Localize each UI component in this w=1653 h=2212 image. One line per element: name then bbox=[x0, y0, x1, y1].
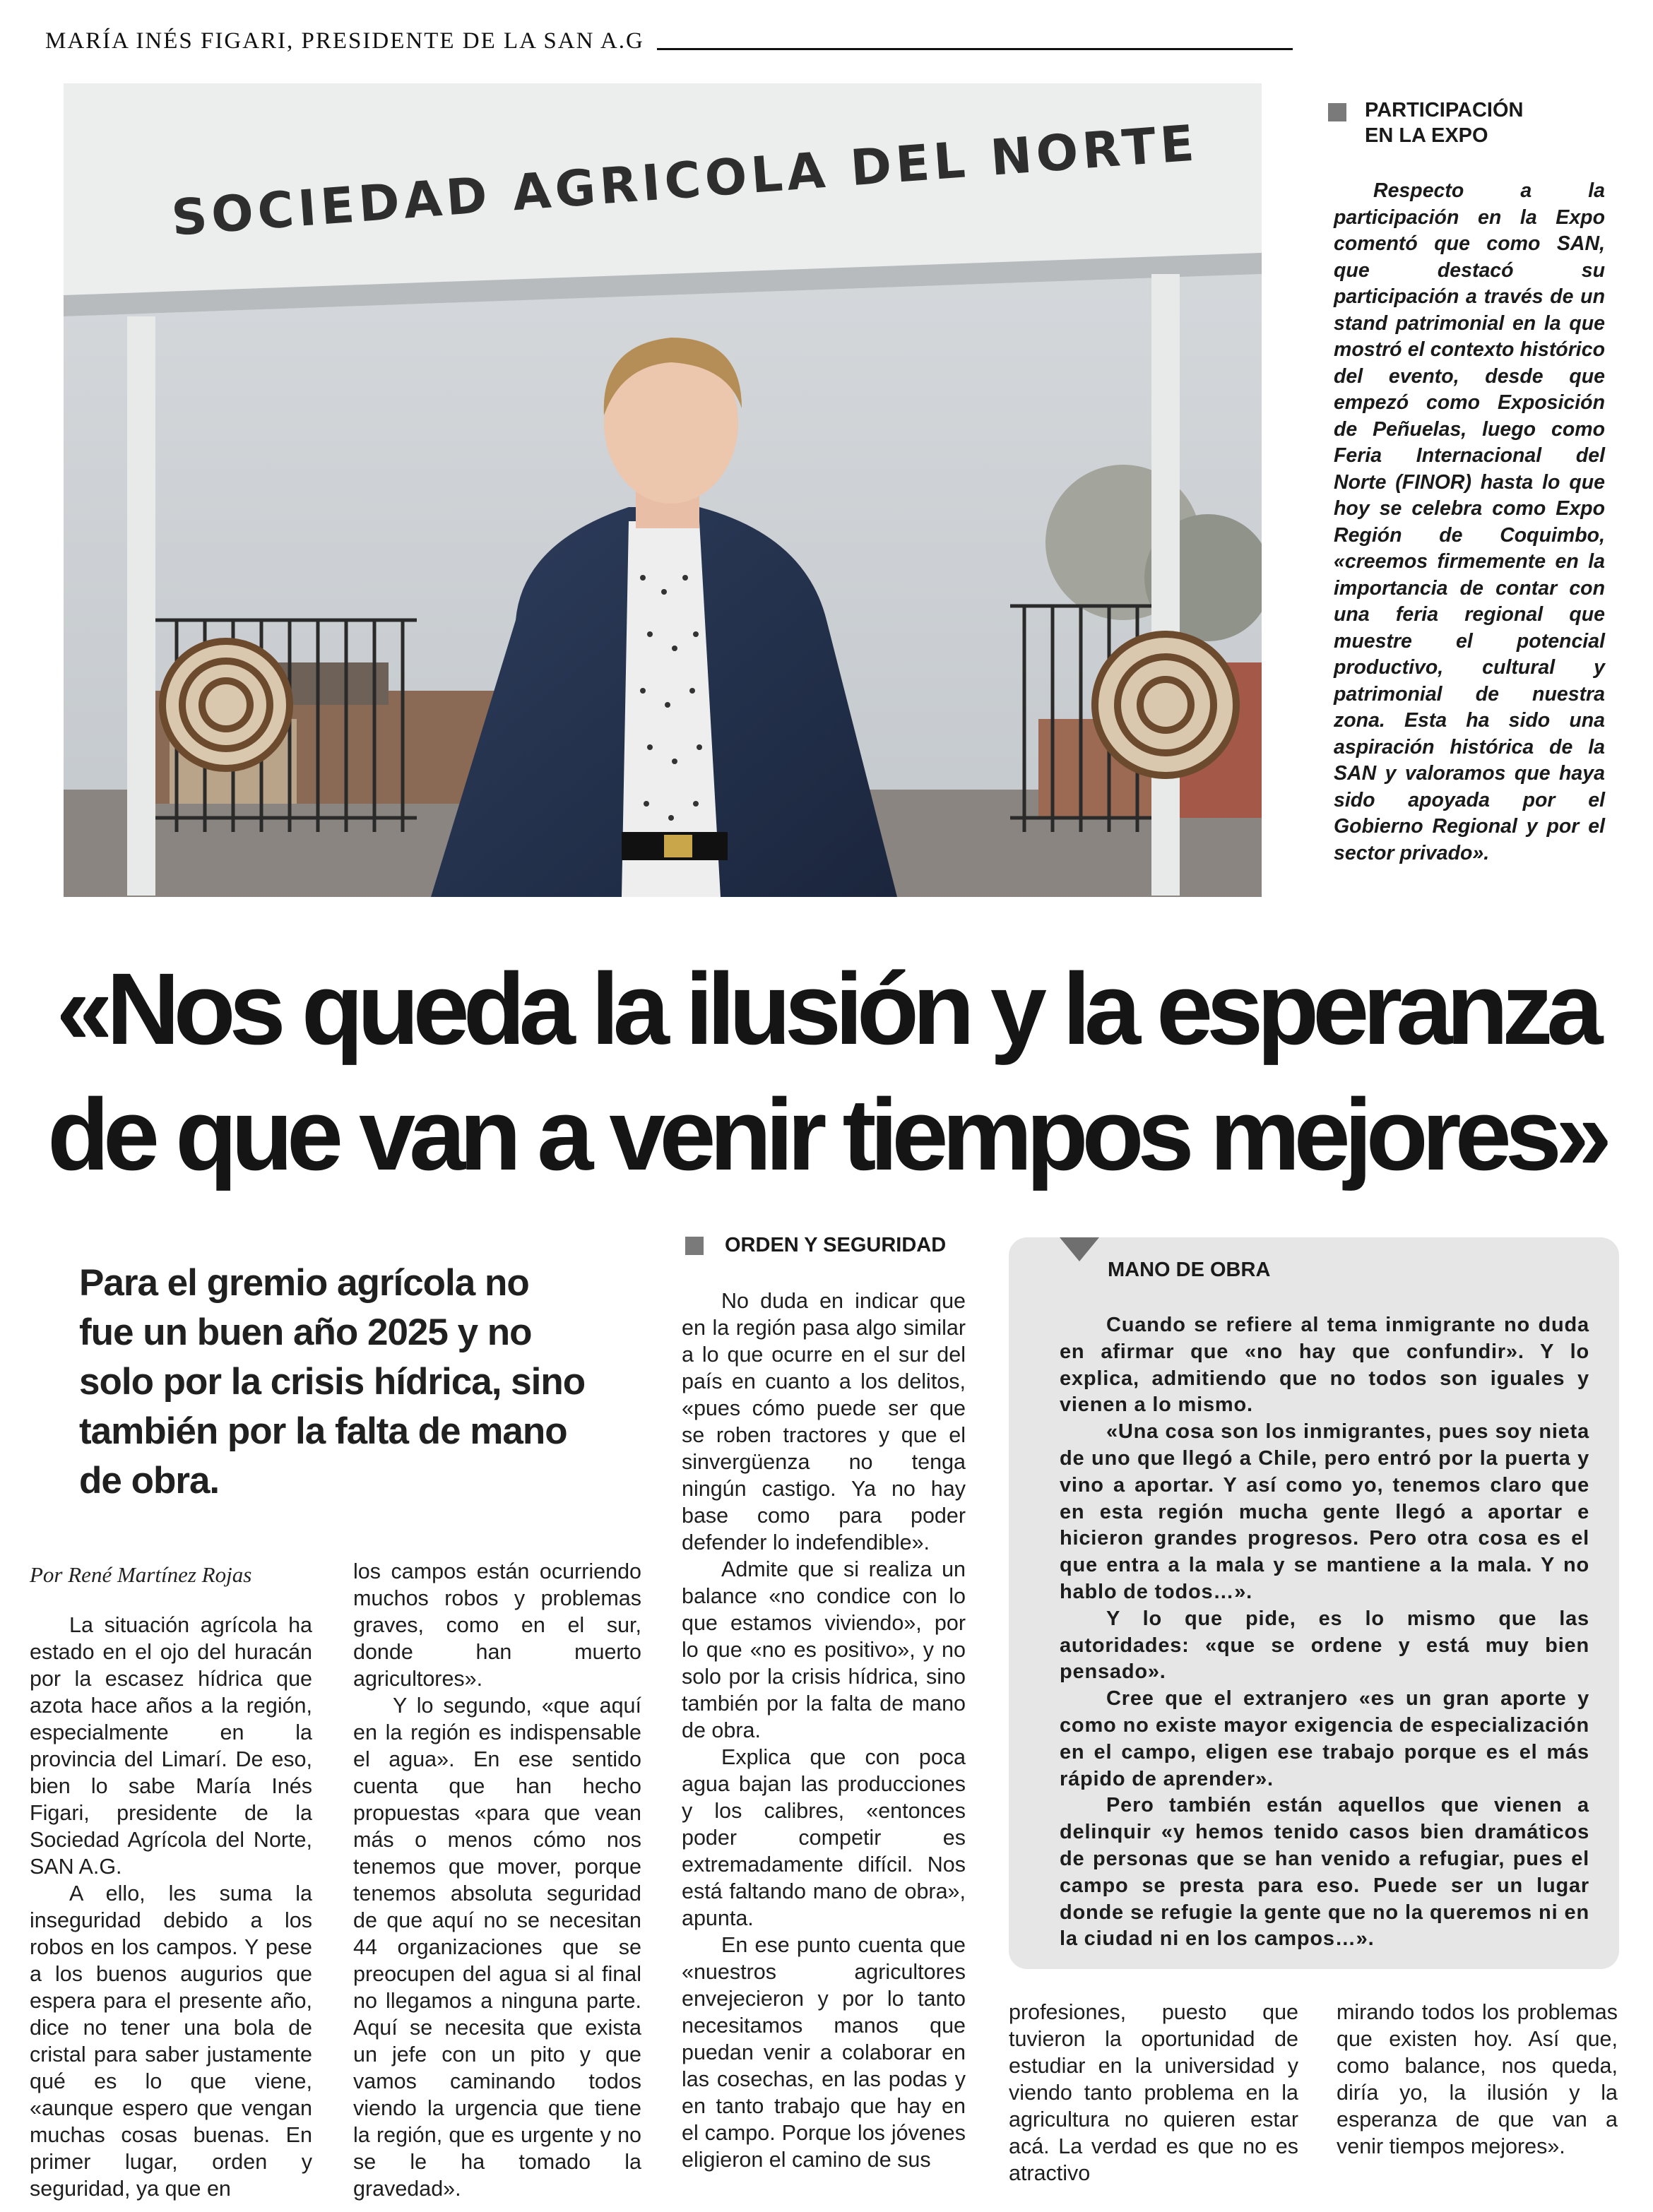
paragraph: Explica que con poca agua bajan las producciones y los calibres, «entonces poder competir es extremadamente difícil. Nos está faltando mano de obra», apunta. bbox=[682, 1745, 966, 1930]
triangle-marker-icon bbox=[1060, 1237, 1099, 1261]
paragraph: Cree que el extranjero «es un gran aporte y como no existe mayor exigencia de especialización en el campo, eligen ese trabajo porque es el más rápido de aprender». bbox=[1060, 1687, 1589, 1790]
sidebar-heading-line1: PARTICIPACIÓN bbox=[1365, 99, 1524, 121]
orden-heading bbox=[685, 1234, 946, 1257]
deck: Para el gremio agrícola no fue un buen año 2025 y no solo por la crisis hídrica, sino también por la falta de mano de obra. bbox=[79, 1262, 586, 1502]
byline: Por René Martínez Rojas bbox=[30, 1562, 252, 1587]
sidebar-heading-line2: EN LA EXPO bbox=[1365, 124, 1488, 147]
paragraph: A ello, les suma la inseguridad debido a los robos en los campos. Y pese a los buenos augurios que espera para el presente año, dice no tener una bola de cristal para saber justamente qué es lo que viene, «aunque espero que vengan muchas cosas buenas. En primer lugar, orden y seguridad, ya que en bbox=[30, 1881, 312, 2201]
orden-heading-text: ORDEN Y SEGURIDAD bbox=[725, 1234, 947, 1256]
article-photo bbox=[64, 83, 1262, 897]
paragraph: En ese punto cuenta que «nuestros agricultores envejecieron y por lo tanto necesitamos manos que puedan venir a colaborar en las cosechas, en las podas y en tanto trabajo que hay en el campo. Porque los jóvenes eligieron el camino de sus bbox=[682, 1933, 966, 2172]
sidebar-body: Respecto a la participación en la Expo comentó que como SAN, que destacó su participación a través de un stand patrimonial en la que mostró el contexto histórico del evento, desde que empezó como Exposición de Peñuelas, luego como Feria Internacional del Norte (FINOR) hasta lo que hoy se celebra como Expo Región de Coquimbo, «creemos firmemente en la importancia de contar con una feria regional que muestre el potencial productivo, cultural y patrimonial de nuestra zona. Esta ha sido una aspiración histórica de la SAN y valoramos que haya sido apoyada por el Gobierno Regional y por el sector privado». bbox=[1334, 179, 1605, 864]
mano-heading: MANO DE OBRA bbox=[1108, 1259, 1271, 1281]
paragraph: «Una cosa son los inmigrantes, pues soy nieta de uno que llegó a Chile, pero entró por la puerta y vino a aportar. Y así como yo, tenemos claro que en esta región mucha gente llegó a aportar e hicieron grandes progresos. Pero otra cosa es el que entra a la mala y se mantiene a la mala. Y no hablo de todos…». bbox=[1060, 1420, 1589, 1603]
sidebar-heading bbox=[1328, 97, 1548, 148]
paragraph: Pero también están aquellos que vienen a delinquir «y hemos tenido casos bien dramáticos de personas que se han venido a refugiar, pues el campo se presta para eso. Puede ser un lugar donde se refugie la gente que no la queremos ni en la ciudad ni en los campos…». bbox=[1060, 1794, 1589, 1951]
headline-line1: «Nos queda la ilusión y la esperanza bbox=[56, 952, 1597, 1066]
column-1 bbox=[30, 1612, 312, 2202]
headline bbox=[0, 946, 1653, 1198]
paragraph: Y lo que pide, es lo mismo que las autoridades: «que se ordene y está muy bien pensado». bbox=[1060, 1607, 1589, 1684]
kicker-rule bbox=[657, 48, 1293, 50]
mano-de-obra-box bbox=[1009, 1237, 1619, 1969]
paragraph: Cuando se refiere al tema inmigrante no duda en afirmar que «no hay que confundir». Y lo explica, admitiendo que no todos son iguales y vienen a lo mismo. bbox=[1060, 1314, 1589, 1417]
paragraph: No duda en indicar que en la región pasa algo similar a lo que ocurre en el sur del país en cuanto a los delitos, «pues cómo puede ser que se roben tractores y que el sinvergüenza no tenga ningún castigo. Ya no hay base como para poder defender lo indefendible». bbox=[682, 1289, 966, 1554]
square-bullet-icon bbox=[1328, 103, 1346, 121]
paragraph: mirando todos los problemas que existen hoy. Así que, como balance, nos queda, diría yo, la ilusión y la esperanza de que van a venir tiempos mejores». bbox=[1337, 2000, 1618, 2158]
sign-text: SOCIEDAD AGRICOLA DEL NORTE bbox=[170, 114, 1200, 247]
paragraph: Y lo segundo, «que aquí en la región es indispensable el agua». En ese sentido cuenta que han hecho propuestas «para que vean más o menos cómo nos tenemos que mover, porque tenemos absoluta seguridad de que aquí no se necesitan 44 organizaciones que se preocupen del agua si al final no llegamos a ninguna parte. Aquí se necesita que exista un jefe con un pito y que vamos caminando todos viendo la urgencia que tiene la región, que es urgente y no se le ha tomado la gravedad». bbox=[353, 1694, 641, 2201]
column-3 bbox=[682, 1288, 966, 2173]
paragraph: La situación agrícola ha estado en el ojo del huracán por la escasez hídrica que azota hace años a la región, especialmente en la provincia del Limarí. De eso, bien lo sabe María Inés Figari, presidente de la Sociedad Agrícola del Norte, SAN A.G. bbox=[30, 1613, 312, 1879]
column-5 bbox=[1009, 1999, 1298, 2187]
headline-line2: de que van a venir tiempos mejores» bbox=[47, 1078, 1606, 1191]
paragraph: Admite que si realiza un balance «no condice con lo que estamos viviendo», por lo que «no es positivo», y no solo por la crisis hídrica, sino también por la falta de mano de obra. bbox=[682, 1557, 966, 1742]
square-bullet-icon bbox=[685, 1237, 704, 1255]
kicker: MARÍA INÉS FIGARI, PRESIDENTE DE LA SAN A.G bbox=[45, 28, 644, 54]
paragraph: profesiones, puesto que tuvieron la oportunidad de estudiar en la universidad y viendo tanto problema en la agricultura no quieren estar acá. La verdad es que no es atractivo bbox=[1009, 2000, 1298, 2185]
column-2 bbox=[353, 1558, 641, 2202]
column-6 bbox=[1337, 1999, 1618, 2160]
paragraph: los campos están ocurriendo muchos robos y problemas graves, como en el sur, donde han muerto agricultores». bbox=[353, 1559, 641, 1691]
mano-body bbox=[1060, 1312, 1589, 1953]
